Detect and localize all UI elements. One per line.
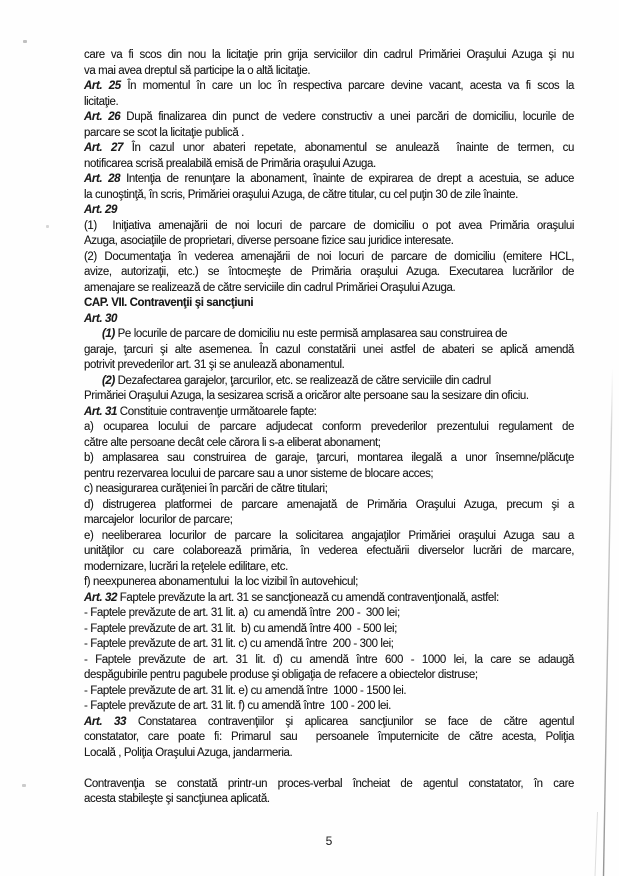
- text-line: Art. 32 Faptele prevăzute la art. 31 se sancţionează cu amendă contravenţională, astfel:: [84, 591, 499, 604]
- text-line: modernizare, lucrări la reţelele edilitare, etc.: [84, 560, 288, 573]
- text-line: licitaţie.: [84, 95, 119, 108]
- text-line: potrivit prevederilor art. 31 şi se anulează abonamentul.: [84, 359, 345, 371]
- text-line: acesta stabileşte şi sancţiunea aplicată.: [84, 793, 270, 805]
- text-line: - Faptele prevăzute de art. 31 lit. b) cu amendă între 400 - 500 lei;: [84, 622, 397, 635]
- text-line: către alte persoane decât cele cărora li s-a eliberat abonament;: [84, 436, 381, 449]
- text-line: (1) Pe locurile de parcare de domiciliu nu este permisă amplasarea sau construirea de: [102, 328, 508, 340]
- text-line: Art. 27 În cazul unor abateri repetate, abonamentul se anulează înainte de termen, cu: [84, 142, 574, 154]
- article-ref: Art. 27: [84, 142, 123, 154]
- text-line: Locală , Poliţia Oraşului Azuga, jandarmeria.: [84, 746, 293, 759]
- text-line: [84, 312, 574, 328]
- article-ref: Art. 31: [84, 405, 117, 418]
- article-ref: (1): [102, 328, 115, 340]
- text-line: e) neeliberarea locurilor de parcare la solicitarea angajaţilor Primăriei oraşului Azuga sau a: [84, 529, 574, 542]
- scan-speck: [46, 225, 49, 228]
- page-number: 5: [325, 834, 333, 848]
- text-line: - Faptele prevăzute de art. 31 lit. c) cu amendă între 200 - 300 lei;: [84, 638, 394, 650]
- text-line: unităţilor cu care colaborează primăria, în vederea efectuării diverselor lucrări de marcare,: [84, 545, 574, 557]
- text-line: care va fi scos din nou la licitaţie prin grija serviciilor din cadrul Primăriei Oraşului Azuga şi nu: [84, 49, 574, 61]
- text-line: a) ocuparea locului de parcare adjudecat conform prevederilor prezentului regulament de: [84, 421, 574, 433]
- article-ref: Art. 29: [84, 204, 117, 216]
- text-line: Art. 28 Intenţia de renunţare la abonament, înainte de expirarea de drept a acestuia, se aduce: [84, 173, 574, 185]
- text-line: notificarea scrisă prealabilă emisă de Primăria oraşului Azuga.: [84, 157, 376, 170]
- article-ref: Art. 28: [84, 173, 121, 185]
- text-line: (1) Iniţiativa amenajării de noi locuri de parcare de domiciliu o pot avea Primăria oraşului: [84, 219, 574, 232]
- text-line: Art. 25 În momentul în care un loc în respectiva parcare devine vacant, acesta va fi scos la: [84, 80, 574, 92]
- text-line: marcajelor locurilor de parcare;: [84, 514, 233, 526]
- text-line: - Faptele prevăzute de art. 31 lit. d) cu amendă între 600 - 1000 lei, la care se adaugă: [84, 653, 574, 666]
- text-line: pentru rezervarea locului de parcare sau a unor sisteme de blocare acces;: [84, 467, 434, 480]
- article-ref: Art. 32: [84, 591, 117, 604]
- article-ref: Art. 33: [84, 715, 127, 728]
- text-line: CAP. VII. Contravenţii şi sancţiuni: [84, 297, 254, 309]
- text-line: parcare se scot la licitaţie publică .: [84, 126, 244, 139]
- text-line: - Faptele prevăzute de art. 31 lit. a) cu amendă între 200 - 300 lei;: [84, 607, 400, 619]
- text-line: f) neexpunerea abonamentului la loc vizibil în autovehicul;: [84, 576, 358, 588]
- text-line: Contravenţia se constată printr-un proces-verbal încheiat de agentul constatator, în care: [84, 777, 574, 790]
- text-line: va mai avea dreptul să participe la o altă licitaţie.: [84, 64, 311, 77]
- text-line: - Faptele prevăzute de art. 31 lit. f) cu amendă între 100 - 200 lei.: [84, 700, 391, 712]
- text-line: Art. 26 După finalizarea din punct de vedere constructiv a unei parcări de domiciliu, locurile de: [84, 111, 574, 123]
- text-line: constatator, care poate fi: Primarul sau persoanele împuternicite de către acesta, Poliţia: [84, 731, 574, 743]
- text-line: Azuga, asociaţiile de proprietari, diverse persoane fizice sau juridice interesate.: [84, 235, 454, 247]
- document-body: [84, 48, 574, 808]
- text-line: garaje, ţarcuri şi alte asemenea. În cazul constatării unei astfel de abateri se aplică amendă: [84, 343, 574, 356]
- text-line: (2) Documentaţia în vederea amenajării de noi locuri de parcare de domiciliu (emitere HCL,: [84, 250, 574, 263]
- text-line: c) neasigurarea curăţeniei în parcări de către titulari;: [84, 483, 328, 495]
- text-line: (2) Dezafectarea garajelor, ţarcurilor, etc. se realizează de către serviciile din cadrul: [102, 374, 491, 387]
- text-line: amenajare se realizează de către serviciile din cadrul Primăriei Oraşului Azuga.: [84, 281, 456, 294]
- text-line: la cunoştinţă, în scris, Primăriei oraşului Azuga, de către titular, cu cel puţin 30 de zile înainte.: [84, 188, 518, 201]
- article-ref: Art. 26: [84, 111, 121, 123]
- text-line: - Faptele prevăzute de art. 31 lit. e) cu amendă între 1000 - 1500 lei.: [84, 684, 407, 697]
- text-line: Art. 33 Constatarea contravenţiilor şi aplicarea sancţiunilor se face de către agentul: [84, 715, 575, 728]
- text-line: despăgubirile pentru pagubele produse şi obligaţia de refacere a obiectelor distruse;: [84, 669, 478, 681]
- text-line: d) distrugerea platformei de parcare amenajată de Primăria Oraşului Azuga, precum şi a: [84, 498, 574, 511]
- blank-line: [84, 761, 574, 777]
- article-ref: Art. 30: [84, 312, 117, 325]
- scan-speck: [23, 40, 27, 43]
- text-line: [84, 203, 574, 219]
- scan-speck: [22, 784, 26, 787]
- article-ref: Art. 25: [84, 80, 121, 92]
- text-line: Art. 31 Constituie contravenţie următoarele fapte:: [84, 405, 317, 418]
- text-line: Primăriei Oraşului Azuga, la sesizarea scrisă a oricăror alte persoane sau la sesizare din oficiu.: [84, 390, 529, 402]
- article-ref: (2): [102, 374, 115, 387]
- text-line: avize, autorizaţii, etc.) se întocmeşte de Primăria oraşului Azuga. Executarea lucrărilor de: [84, 266, 574, 278]
- text-line: b) amplasarea sau construirea de garaje, ţarcuri, montarea ilegală a unor însemne/plăcuţe: [84, 452, 574, 464]
